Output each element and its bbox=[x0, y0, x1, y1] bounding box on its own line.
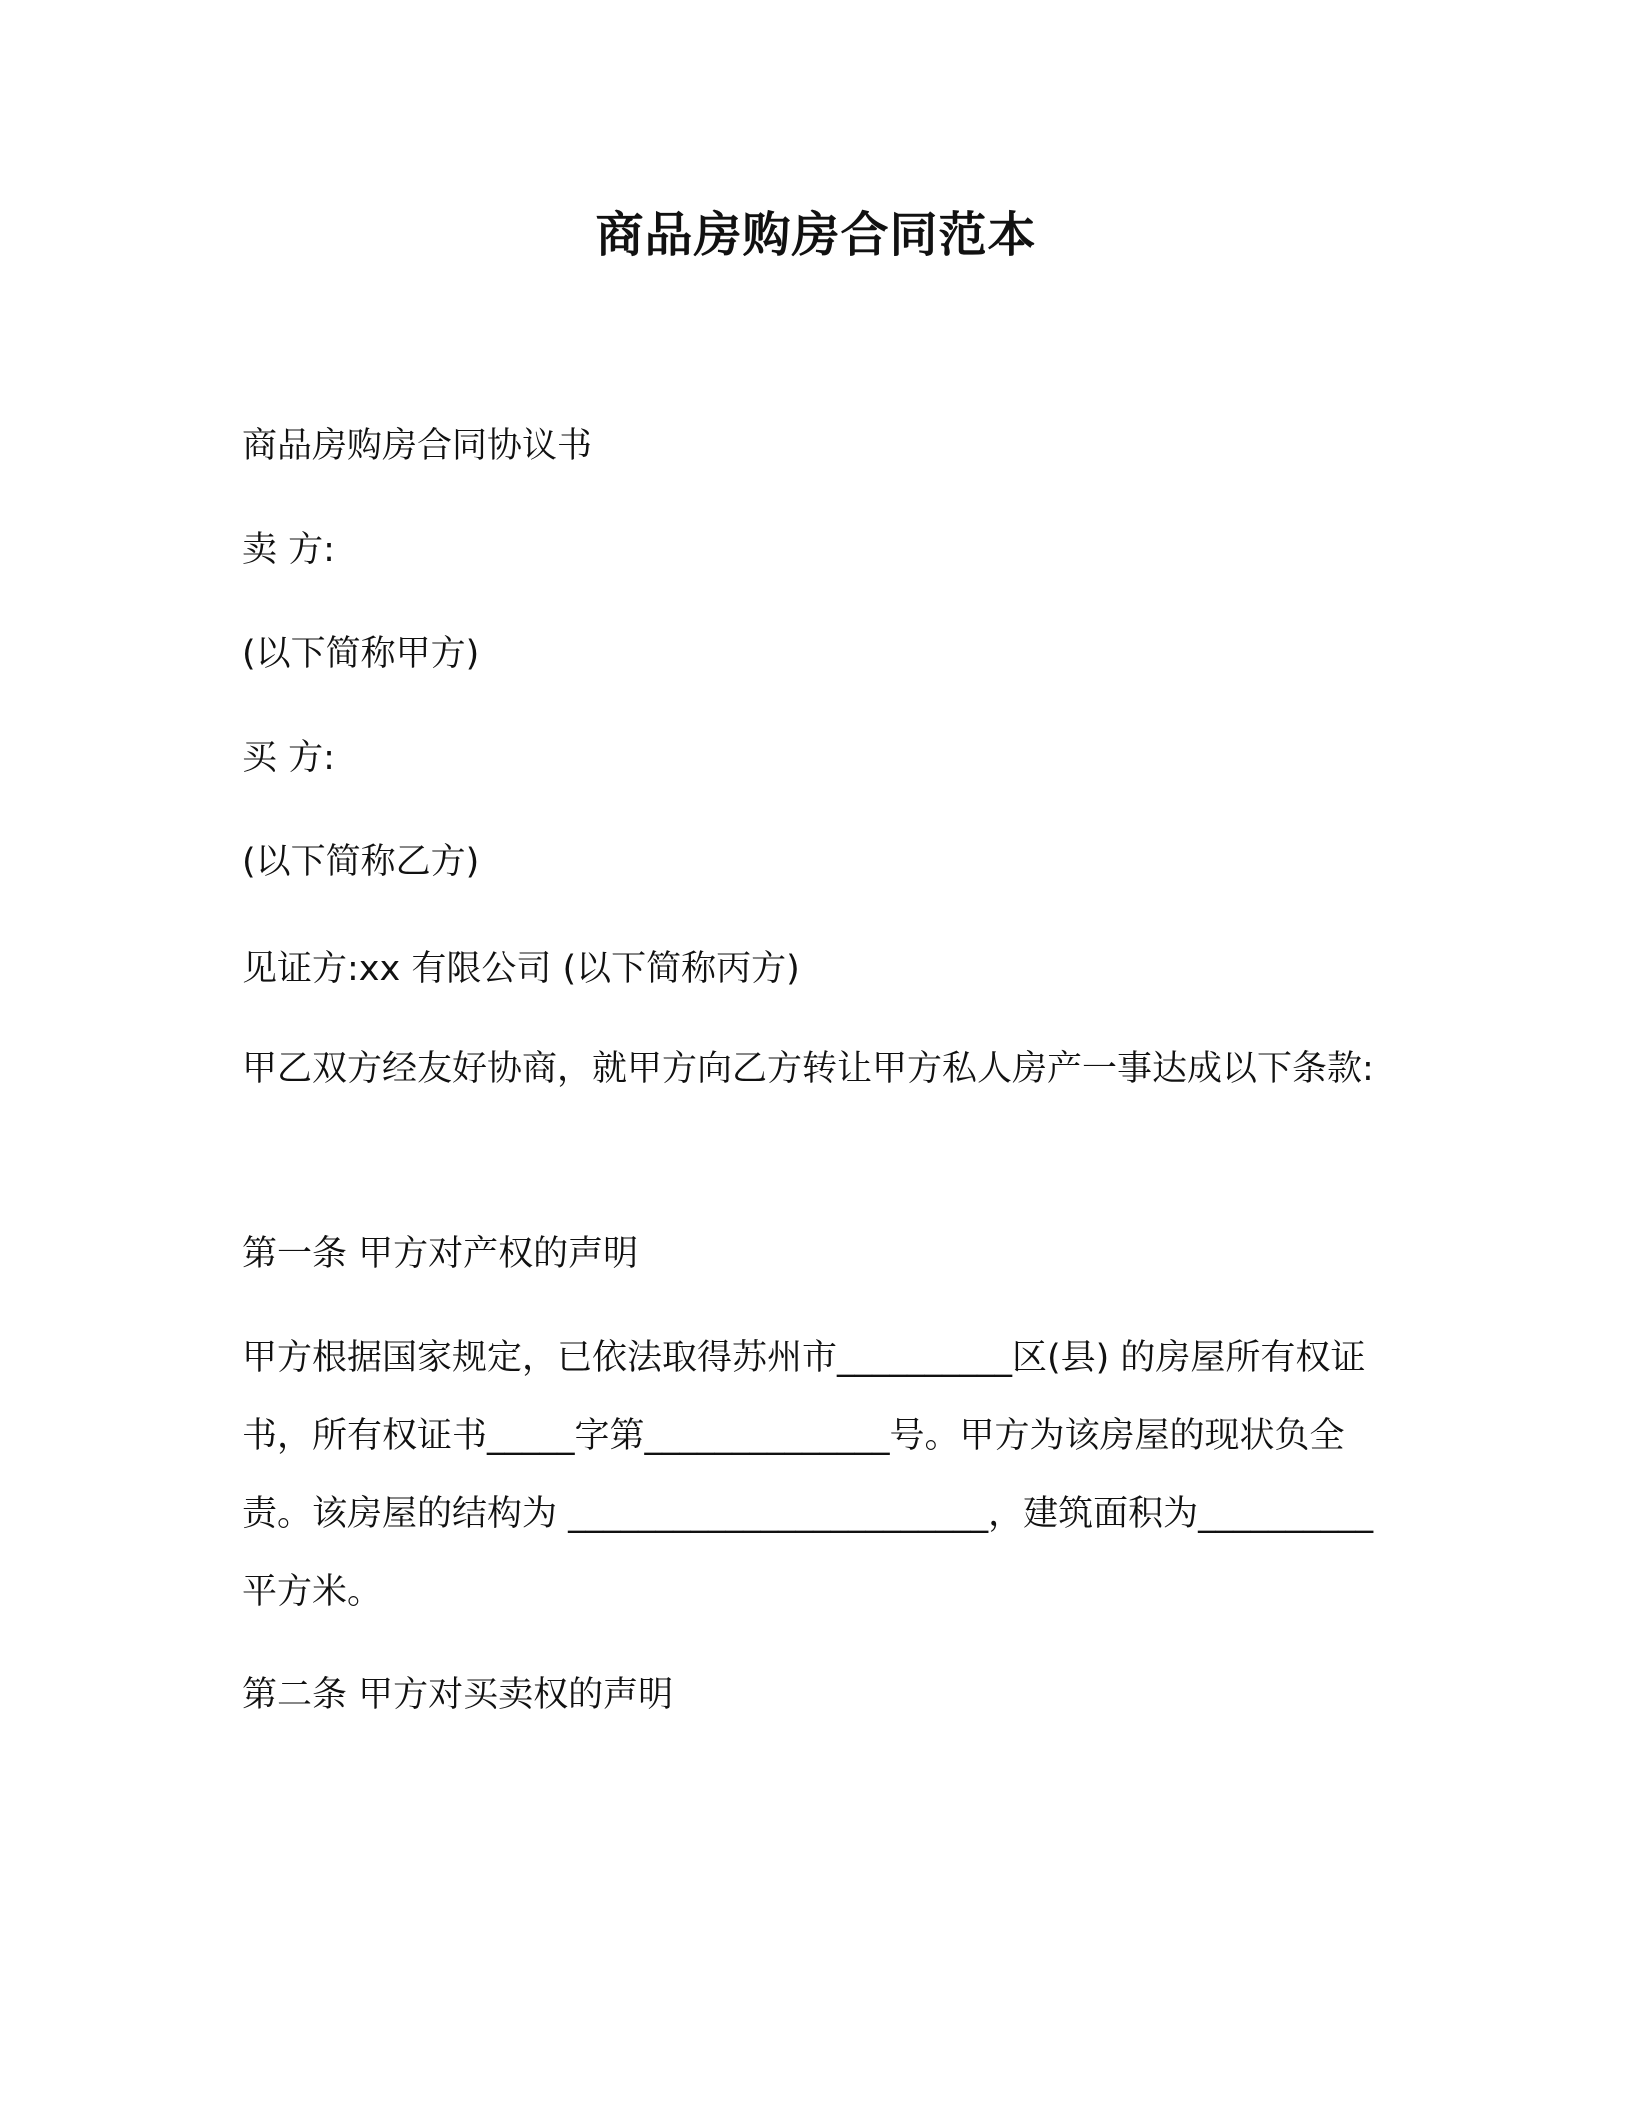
article1-body: 甲方根据国家规定，已依法取得苏州市__________区(县) 的房屋所有权证书，所有权证书_____字第______________号。甲方为该房屋的现状负全责。该房屋的结构为 ________________________，建筑面积为__________平方米。 bbox=[242, 1338, 1374, 1612]
seller-note: (以下简称甲方) bbox=[242, 634, 480, 674]
article1-heading: 第一条 甲方对产权的声明 bbox=[242, 1234, 639, 1274]
seller-line: 卖 方: bbox=[242, 530, 335, 570]
document-title: 商品房购房合同范本 bbox=[595, 207, 1037, 263]
buyer-line: 买 方: bbox=[242, 738, 335, 778]
intro-paragraph: 甲乙双方经友好协商，就甲方向乙方转让甲方私人房产一事达成以下条款: bbox=[242, 1049, 1374, 1089]
agreement-title: 商品房购房合同协议书 bbox=[242, 426, 593, 466]
witness-line: 见证方:xx 有限公司 (以下简称丙方) bbox=[242, 949, 800, 989]
buyer-note: (以下简称乙方) bbox=[242, 842, 480, 882]
article2-heading: 第二条 甲方对买卖权的声明 bbox=[242, 1675, 674, 1715]
